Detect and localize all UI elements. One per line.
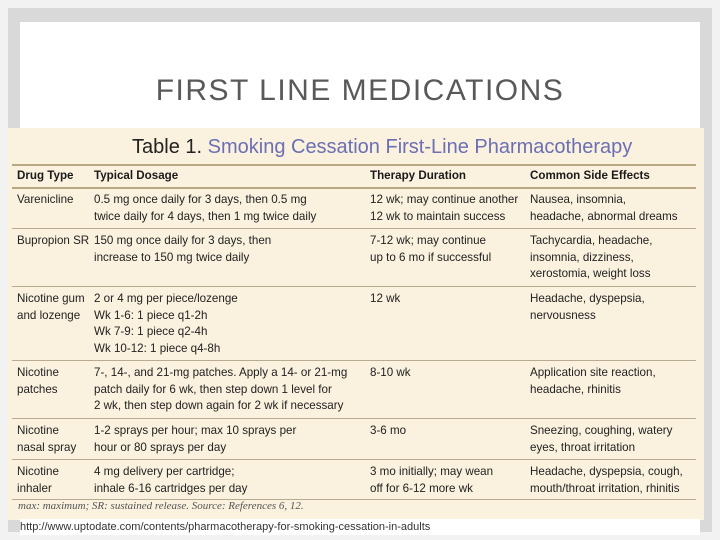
side-effects-cell: Headache, dyspepsia, cough, mouth/throat irritation, rhinitis [530,465,683,495]
header-side-effects: Common Side Effects [530,169,650,182]
duration-cell: 12 wk; may continue another 12 wk to maintain success [370,193,519,223]
dosage-cell: 1-2 sprays per hour; max 10 sprays per hour or 80 sprays per day [94,424,297,454]
dosage-cell: 2 or 4 mg per piece/lozenge Wk 1-6: 1 piece q1-2h Wk 7-9: 1 piece q2-4h Wk 10-12: 1 piece q4-8h [94,292,238,355]
drug-type-cell: Varenicline [17,193,74,206]
slide-title-area [20,22,700,128]
side-effects-cell: Headache, dyspepsia, nervousness [530,292,645,322]
source-link[interactable]: http://www.uptodate.com/contents/pharmacotherapy-for-smoking-cessation-in-adults [20,519,700,535]
table-label: Table 1. [132,136,203,158]
drug-type-cell: Nicotine inhaler [17,465,59,495]
table-top-rule [12,164,696,166]
duration-cell: 3-6 mo [370,424,407,437]
row-divider [12,286,696,287]
header-typical-dosage: Typical Dosage [94,169,179,182]
side-effects-cell: Nausea, insomnia, headache, abnormal dreams [530,193,678,223]
row-divider [12,360,696,361]
duration-cell: 3 mo initially; may wean off for 6-12 more wk [370,465,494,495]
side-effects-cell: Application site reaction, headache, rhinitis [530,366,656,396]
drug-type-cell: Nicotine nasal spray [17,424,77,454]
side-effects-cell: Tachycardia, headache, insomnia, dizziness, xerostomia, weight loss [530,234,653,280]
table-heading [132,136,632,159]
duration-cell: 8-10 wk [370,366,411,379]
table-title: Smoking Cessation First-Line Pharmacotherapy [207,136,633,158]
row-divider [12,228,696,229]
medication-table-image [8,128,704,520]
duration-cell: 12 wk [370,292,401,305]
side-effects-cell: Sneezing, coughing, watery eyes, throat irritation [530,424,673,454]
header-drug-type: Drug Type [17,169,74,182]
slide-title: FIRST LINE MEDICATIONS [155,74,565,107]
dosage-cell: 7-, 14-, and 21-mg patches. Apply a 14- or 21-mg patch daily for 6 wk, then step down 1 level for 2 wk, then step down again for 2 wk if necessary [94,366,348,412]
drug-type-cell: Nicotine gum and lozenge [17,292,85,322]
duration-cell: 7-12 wk; may continue up to 6 mo if successful [370,234,492,264]
header-therapy-duration: Therapy Duration [370,169,466,182]
drug-type-cell: Bupropion SR [17,234,90,247]
dosage-cell: 0.5 mg once daily for 3 days, then 0.5 mg twice daily for 4 days, then 1 mg twice daily [94,193,317,223]
drug-type-cell: Nicotine patches [17,366,59,396]
row-divider [12,418,696,419]
table-footnote: max: maximum; SR: sustained release. Source: References 6, 12. [18,500,304,512]
dosage-cell: 4 mg delivery per cartridge; inhale 6-16 cartridges per day [94,465,248,495]
header-rule [12,187,696,189]
row-divider [12,459,696,460]
dosage-cell: 150 mg once daily for 3 days, then increase to 150 mg twice daily [94,234,272,264]
